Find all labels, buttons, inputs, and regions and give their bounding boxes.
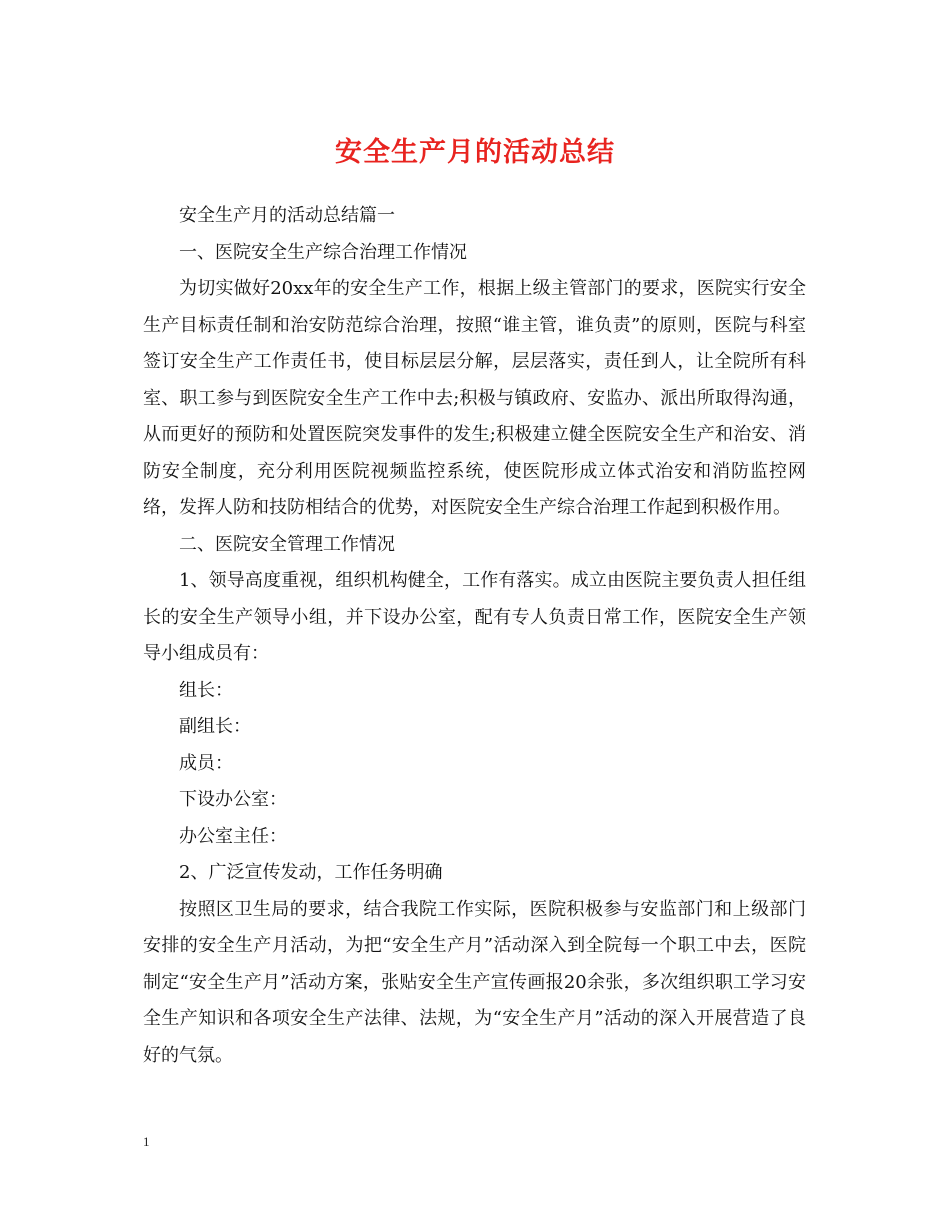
page-number: 1 <box>143 1134 150 1149</box>
body-paragraph: 按照区卫生局的要求，结合我院工作实际，医院积极参与安监部门和上级部门安排的安全生产月活动，为把“安全生产月”活动深入到全院每一个职工中去，医院制定“安全生产月”活动方案，张贴安全生产宣传画报20余张，多次组织职工学习安全生产知识和各项安全生产法律、法规，为“安全生产月”活动的深入开展营造了良好的气氛。 <box>143 898 806 1066</box>
subsection-heading: 一、医院安全生产综合治理工作情况 <box>179 241 467 263</box>
list-line: 成员： <box>179 752 233 774</box>
list-line: 副组长： <box>179 716 251 737</box>
list-line: 组长： <box>179 679 233 701</box>
body-paragraph: 为切实做好20xx年的安全生产工作，根据上级主管部门的要求，医院实行安全生产目标责任制和治安防范综合治理，按照“谁主管，谁负责”的原则，医院与科室签订安全生产工作责任书，使目标层层分解，层层落实，责任到人，让全院所有科室、职工参与到医院安全生产工作中去;积极与镇政府、安监办、派出所取得沟通，从而更好的预防和处置医院突发事件的发生;积极建立健全医院安全生产和治安、消防安全制度，充分利用医院视频监控系统，使医院形成立体式治安和消防监控网络，发挥人防和技防相结合的优势，对医院安全生产综合治理工作起到积极作用。 <box>143 278 806 518</box>
section-heading: 安全生产月的活动总结篇一 <box>179 205 395 226</box>
list-line: 下设办公室： <box>179 789 287 810</box>
list-line: 办公室主任： <box>179 825 287 847</box>
subsection-heading: 二、医院安全管理工作情况 <box>179 533 395 555</box>
subsection-heading: 2、广泛宣传发动，工作任务明确 <box>179 862 443 883</box>
document-title: 安全生产月的活动总结 <box>335 137 615 168</box>
body-paragraph: 1、领导高度重视，组织机构健全，工作有落实。成立由医院主要负责人担任组长的安全生产领导小组，并下设办公室，配有专人负责日常工作，医院安全生产领导小组成员有： <box>143 570 806 664</box>
document-body <box>143 198 806 1074</box>
